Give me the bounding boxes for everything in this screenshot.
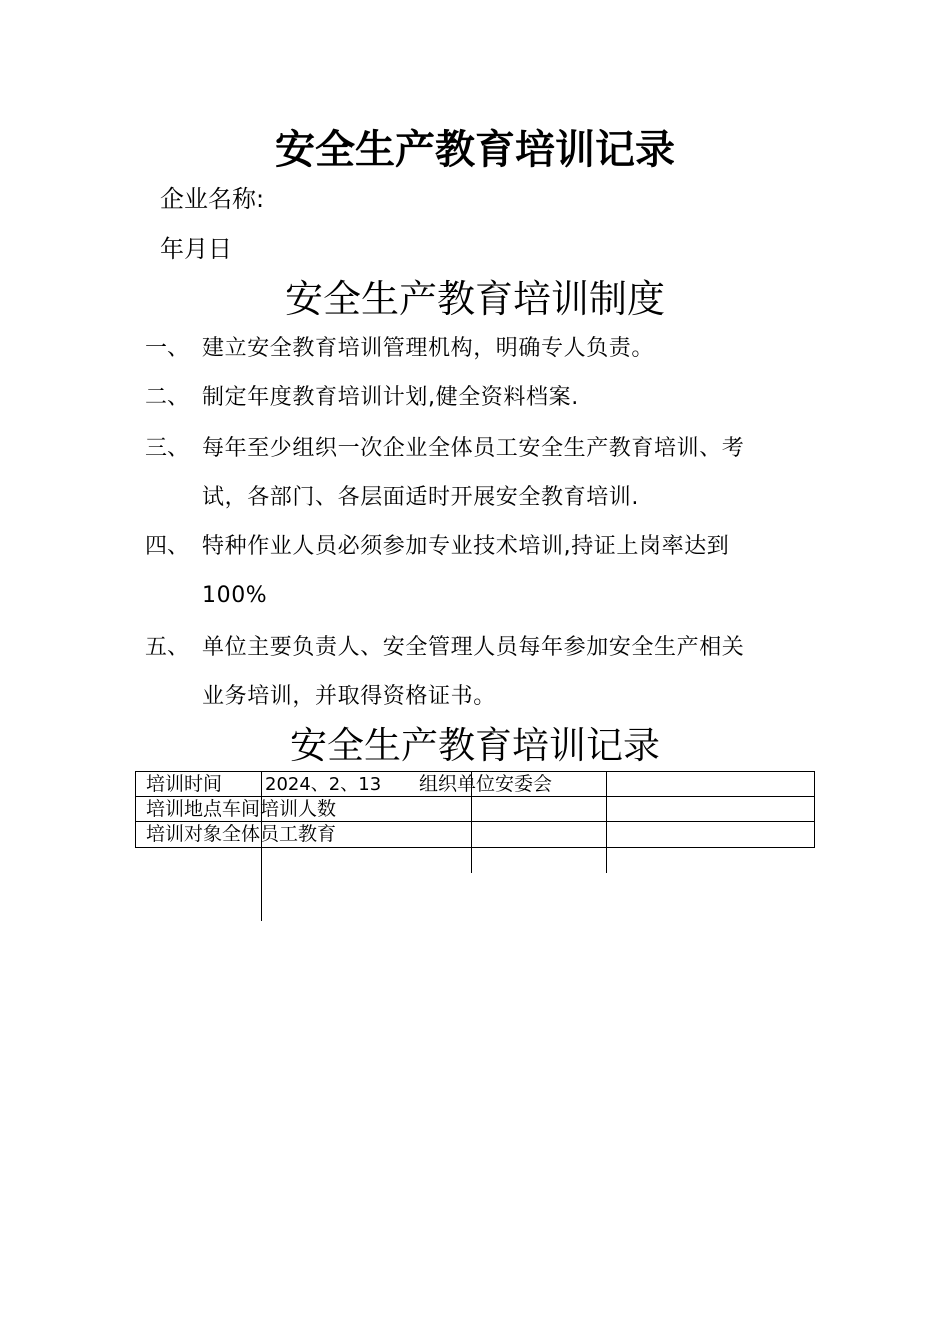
training-time-label: 培训时间 (146, 773, 223, 795)
training-date-value: 2024、2、13 (265, 774, 382, 795)
table-row (136, 772, 814, 797)
policy-item-text: 制定年度教育培训计划,健全资料档案. (202, 385, 579, 410)
policy-item-text: 建立安全教育培训管理机构，明确专人负责。 (202, 336, 655, 361)
policy-item-text-continued: 业务培训，并取得资格证书。 (202, 684, 496, 709)
policy-item-text-continued: 100% (202, 583, 268, 608)
policy-item-number: 二、 (145, 385, 190, 410)
table-column-divider (261, 771, 262, 921)
document-title: 安全生产教育培训记录 (275, 127, 675, 173)
training-target-label: 培训对象全体员工教育 (146, 823, 337, 845)
policy-item-number: 一、 (145, 336, 190, 361)
training-location-label: 培训地点车间培训人数 (146, 798, 337, 820)
record-title: 安全生产教育培训记录 (290, 724, 660, 767)
date-label: 年月日 (160, 235, 232, 263)
policy-item-number: 三、 (145, 436, 190, 461)
policy-title: 安全生产教育培训制度 (284, 277, 665, 321)
table-column-divider (471, 771, 472, 873)
policy-item-text: 特种作业人员必须参加专业技术培训,持证上岗率达到 (202, 534, 730, 559)
policy-item-number: 五、 (145, 635, 190, 660)
policy-item-number: 四、 (145, 534, 190, 559)
table-row (136, 797, 814, 822)
organizer-label: 组织单位安委会 (419, 773, 553, 795)
table-row (136, 822, 814, 847)
table-column-divider (606, 771, 607, 873)
training-record-table (135, 771, 815, 848)
policy-item-text: 每年至少组织一次企业全体员工安全生产教育培训、考 (202, 436, 745, 461)
policy-item-text: 单位主要负责人、安全管理人员每年参加安全生产相关 (202, 635, 745, 660)
company-name-label: 企业名称: (160, 185, 265, 213)
policy-item-text-continued: 试，各部门、各层面适时开展安全教育培训. (202, 485, 639, 510)
